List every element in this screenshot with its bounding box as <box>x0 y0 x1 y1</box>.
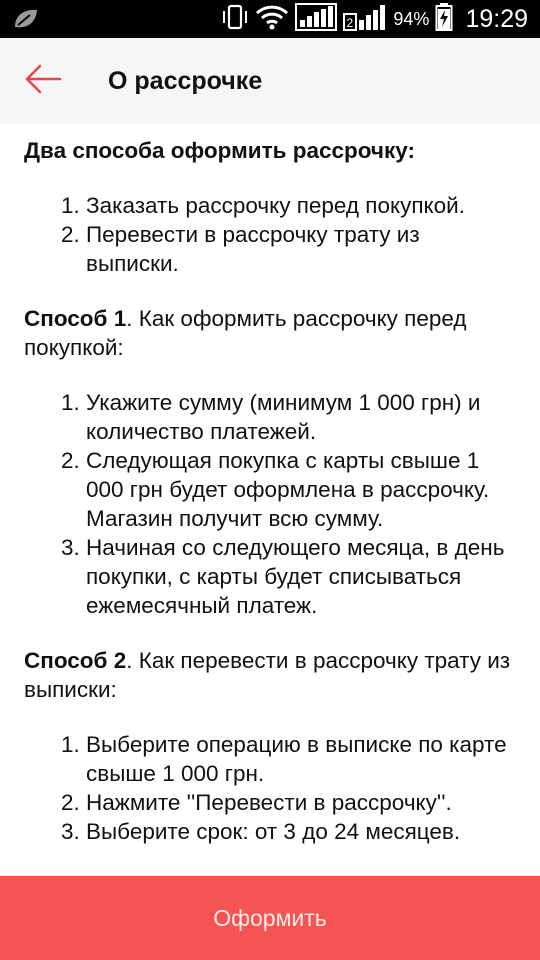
status-icons <box>221 0 528 38</box>
battery-charging-icon <box>435 2 453 37</box>
method2-intro <box>24 646 516 704</box>
list-item: 1. Выберите операцию в выписке по карте свыше 1 000 грн. <box>86 730 516 788</box>
list-item: 2. Следующая покупка с карты свыше 1 000 грн будет оформлена в рассрочку. Магазин получит всю сумму. <box>86 446 516 533</box>
status-bar <box>0 0 540 38</box>
method2-label: Способ 2 <box>24 648 127 673</box>
submit-button[interactable]: Оформить <box>0 876 540 960</box>
ways-list <box>24 191 516 278</box>
back-button[interactable] <box>0 38 96 124</box>
arrow-left-icon <box>24 64 62 99</box>
section-heading: Два способа оформить рассрочку: <box>24 138 415 163</box>
vibrate-icon <box>221 2 249 37</box>
app-notification-icon <box>12 4 52 34</box>
list-item: 3. Начиная со следующего месяца, в день покупки, с карты будет списываться ежемесячный платеж. <box>86 533 516 620</box>
list-item: 1. Заказать рассрочку перед покупкой. <box>86 191 516 220</box>
method1-intro <box>24 304 516 362</box>
list-item: 3. Выберите срок: от 3 до 24 месяцев. <box>86 817 516 846</box>
method1-text: . Как оформить рассрочку перед покупкой: <box>24 306 467 360</box>
wifi-icon <box>255 3 289 36</box>
list-item: 2. Нажмите ''Перевести в рассрочку''. <box>86 788 516 817</box>
method1-label: Способ 1 <box>24 306 127 331</box>
method2-text: . Как перевести в рассрочку трату из выписки: <box>24 648 511 702</box>
signal-sim1-icon <box>295 2 337 37</box>
signal-sim2-icon <box>343 2 387 37</box>
app-bar <box>0 38 540 124</box>
installment-info-content[interactable] <box>0 124 540 876</box>
list-item: 2. Перевести в рассрочку трату из выписки. <box>86 220 516 278</box>
method1-steps <box>24 388 516 620</box>
battery-percent: 94% <box>393 8 430 29</box>
page-title: О рассрочке <box>108 66 263 95</box>
list-item: 1. Укажите сумму (минимум 1 000 грн) и количество платежей. <box>86 388 516 446</box>
method2-steps <box>24 730 516 846</box>
clock: 19:29 <box>465 4 528 33</box>
svg-text:2: 2 <box>346 15 354 30</box>
